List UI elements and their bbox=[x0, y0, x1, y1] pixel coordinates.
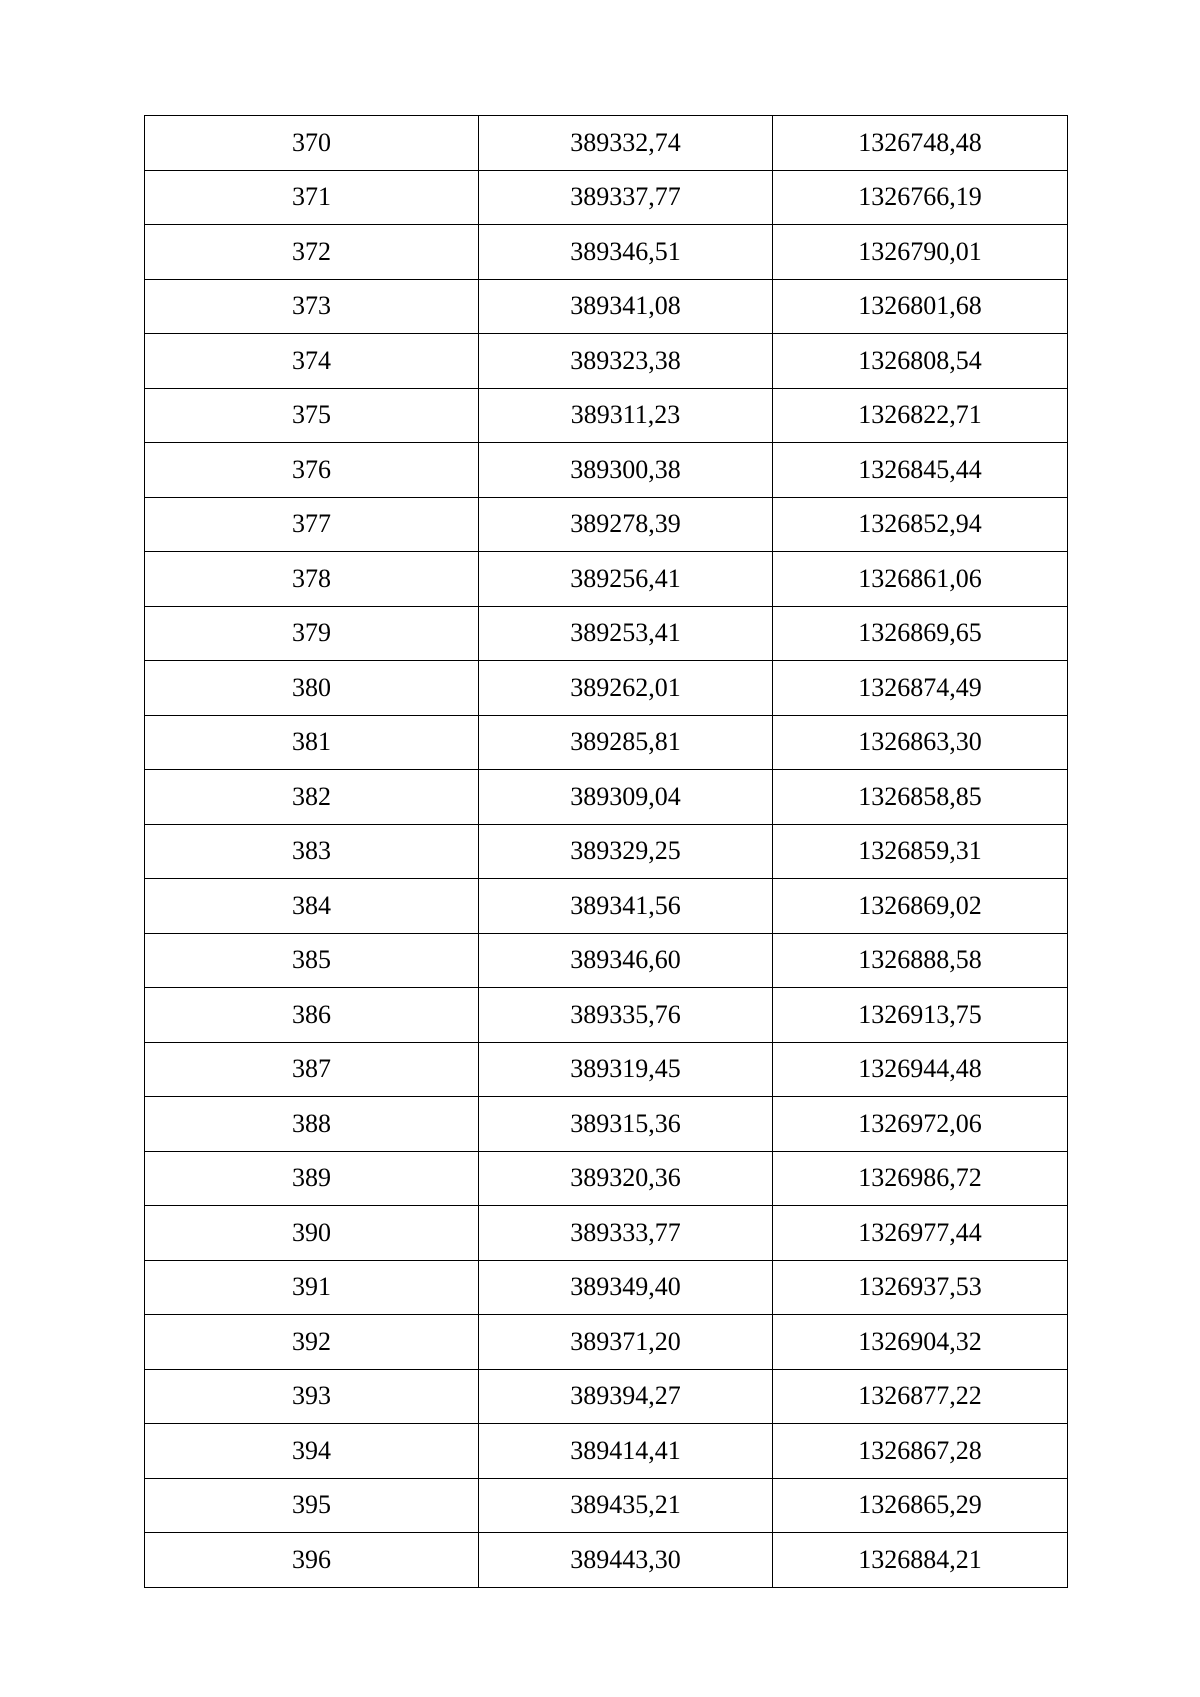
table-row bbox=[145, 1369, 1068, 1424]
table-row bbox=[145, 279, 1068, 334]
point-number-cell: 391 bbox=[145, 1260, 479, 1315]
point-number-cell: 370 bbox=[145, 116, 479, 171]
point-number-cell: 385 bbox=[145, 933, 479, 988]
y-coordinate-cell: 1326972,06 bbox=[773, 1097, 1068, 1152]
y-coordinate-cell: 1326808,54 bbox=[773, 334, 1068, 389]
y-coordinate-cell: 1326858,85 bbox=[773, 770, 1068, 825]
y-coordinate-cell: 1326863,30 bbox=[773, 715, 1068, 770]
x-coordinate-cell: 389435,21 bbox=[479, 1478, 773, 1533]
table-row bbox=[145, 1533, 1068, 1588]
y-coordinate-cell: 1326874,49 bbox=[773, 661, 1068, 716]
table-row bbox=[145, 770, 1068, 825]
x-coordinate-cell: 389319,45 bbox=[479, 1042, 773, 1097]
point-number-cell: 377 bbox=[145, 497, 479, 552]
point-number-cell: 371 bbox=[145, 170, 479, 225]
point-number-cell: 381 bbox=[145, 715, 479, 770]
point-number-cell: 392 bbox=[145, 1315, 479, 1370]
x-coordinate-cell: 389311,23 bbox=[479, 388, 773, 443]
y-coordinate-cell: 1326944,48 bbox=[773, 1042, 1068, 1097]
table-row bbox=[145, 661, 1068, 716]
table-row bbox=[145, 116, 1068, 171]
table-row bbox=[145, 824, 1068, 879]
y-coordinate-cell: 1326790,01 bbox=[773, 225, 1068, 280]
point-number-cell: 387 bbox=[145, 1042, 479, 1097]
y-coordinate-cell: 1326867,28 bbox=[773, 1424, 1068, 1479]
x-coordinate-cell: 389335,76 bbox=[479, 988, 773, 1043]
table-row bbox=[145, 1151, 1068, 1206]
x-coordinate-cell: 389371,20 bbox=[479, 1315, 773, 1370]
y-coordinate-cell: 1326888,58 bbox=[773, 933, 1068, 988]
point-number-cell: 383 bbox=[145, 824, 479, 879]
x-coordinate-cell: 389315,36 bbox=[479, 1097, 773, 1152]
y-coordinate-cell: 1326884,21 bbox=[773, 1533, 1068, 1588]
coordinates-table-body bbox=[145, 116, 1068, 1588]
x-coordinate-cell: 389346,51 bbox=[479, 225, 773, 280]
x-coordinate-cell: 389349,40 bbox=[479, 1260, 773, 1315]
y-coordinate-cell: 1326801,68 bbox=[773, 279, 1068, 334]
x-coordinate-cell: 389278,39 bbox=[479, 497, 773, 552]
x-coordinate-cell: 389394,27 bbox=[479, 1369, 773, 1424]
point-number-cell: 380 bbox=[145, 661, 479, 716]
table-row bbox=[145, 170, 1068, 225]
y-coordinate-cell: 1326845,44 bbox=[773, 443, 1068, 498]
table-row bbox=[145, 1315, 1068, 1370]
x-coordinate-cell: 389414,41 bbox=[479, 1424, 773, 1479]
coordinates-table bbox=[144, 115, 1068, 1588]
table-row bbox=[145, 715, 1068, 770]
table-row bbox=[145, 552, 1068, 607]
table-row bbox=[145, 879, 1068, 934]
x-coordinate-cell: 389262,01 bbox=[479, 661, 773, 716]
y-coordinate-cell: 1326904,32 bbox=[773, 1315, 1068, 1370]
point-number-cell: 379 bbox=[145, 606, 479, 661]
point-number-cell: 388 bbox=[145, 1097, 479, 1152]
point-number-cell: 375 bbox=[145, 388, 479, 443]
y-coordinate-cell: 1326977,44 bbox=[773, 1206, 1068, 1261]
point-number-cell: 386 bbox=[145, 988, 479, 1043]
table-row bbox=[145, 1260, 1068, 1315]
table-row bbox=[145, 388, 1068, 443]
table-row bbox=[145, 443, 1068, 498]
x-coordinate-cell: 389332,74 bbox=[479, 116, 773, 171]
point-number-cell: 382 bbox=[145, 770, 479, 825]
x-coordinate-cell: 389329,25 bbox=[479, 824, 773, 879]
x-coordinate-cell: 389256,41 bbox=[479, 552, 773, 607]
table-row bbox=[145, 334, 1068, 389]
x-coordinate-cell: 389337,77 bbox=[479, 170, 773, 225]
point-number-cell: 394 bbox=[145, 1424, 479, 1479]
point-number-cell: 389 bbox=[145, 1151, 479, 1206]
table-row bbox=[145, 1478, 1068, 1533]
table-row bbox=[145, 1097, 1068, 1152]
table-row bbox=[145, 933, 1068, 988]
table-row bbox=[145, 988, 1068, 1043]
table-row bbox=[145, 497, 1068, 552]
y-coordinate-cell: 1326859,31 bbox=[773, 824, 1068, 879]
y-coordinate-cell: 1326986,72 bbox=[773, 1151, 1068, 1206]
y-coordinate-cell: 1326877,22 bbox=[773, 1369, 1068, 1424]
x-coordinate-cell: 389300,38 bbox=[479, 443, 773, 498]
y-coordinate-cell: 1326869,65 bbox=[773, 606, 1068, 661]
table-row bbox=[145, 1206, 1068, 1261]
point-number-cell: 390 bbox=[145, 1206, 479, 1261]
y-coordinate-cell: 1326861,06 bbox=[773, 552, 1068, 607]
point-number-cell: 393 bbox=[145, 1369, 479, 1424]
x-coordinate-cell: 389341,56 bbox=[479, 879, 773, 934]
x-coordinate-cell: 389443,30 bbox=[479, 1533, 773, 1588]
y-coordinate-cell: 1326865,29 bbox=[773, 1478, 1068, 1533]
table-row bbox=[145, 225, 1068, 280]
point-number-cell: 396 bbox=[145, 1533, 479, 1588]
y-coordinate-cell: 1326822,71 bbox=[773, 388, 1068, 443]
point-number-cell: 373 bbox=[145, 279, 479, 334]
x-coordinate-cell: 389309,04 bbox=[479, 770, 773, 825]
point-number-cell: 378 bbox=[145, 552, 479, 607]
x-coordinate-cell: 389285,81 bbox=[479, 715, 773, 770]
y-coordinate-cell: 1326852,94 bbox=[773, 497, 1068, 552]
point-number-cell: 384 bbox=[145, 879, 479, 934]
table-row bbox=[145, 1424, 1068, 1479]
table-row bbox=[145, 1042, 1068, 1097]
x-coordinate-cell: 389346,60 bbox=[479, 933, 773, 988]
y-coordinate-cell: 1326937,53 bbox=[773, 1260, 1068, 1315]
x-coordinate-cell: 389320,36 bbox=[479, 1151, 773, 1206]
y-coordinate-cell: 1326748,48 bbox=[773, 116, 1068, 171]
point-number-cell: 372 bbox=[145, 225, 479, 280]
y-coordinate-cell: 1326913,75 bbox=[773, 988, 1068, 1043]
point-number-cell: 376 bbox=[145, 443, 479, 498]
x-coordinate-cell: 389253,41 bbox=[479, 606, 773, 661]
table-row bbox=[145, 606, 1068, 661]
x-coordinate-cell: 389323,38 bbox=[479, 334, 773, 389]
x-coordinate-cell: 389333,77 bbox=[479, 1206, 773, 1261]
y-coordinate-cell: 1326766,19 bbox=[773, 170, 1068, 225]
x-coordinate-cell: 389341,08 bbox=[479, 279, 773, 334]
point-number-cell: 395 bbox=[145, 1478, 479, 1533]
point-number-cell: 374 bbox=[145, 334, 479, 389]
y-coordinate-cell: 1326869,02 bbox=[773, 879, 1068, 934]
